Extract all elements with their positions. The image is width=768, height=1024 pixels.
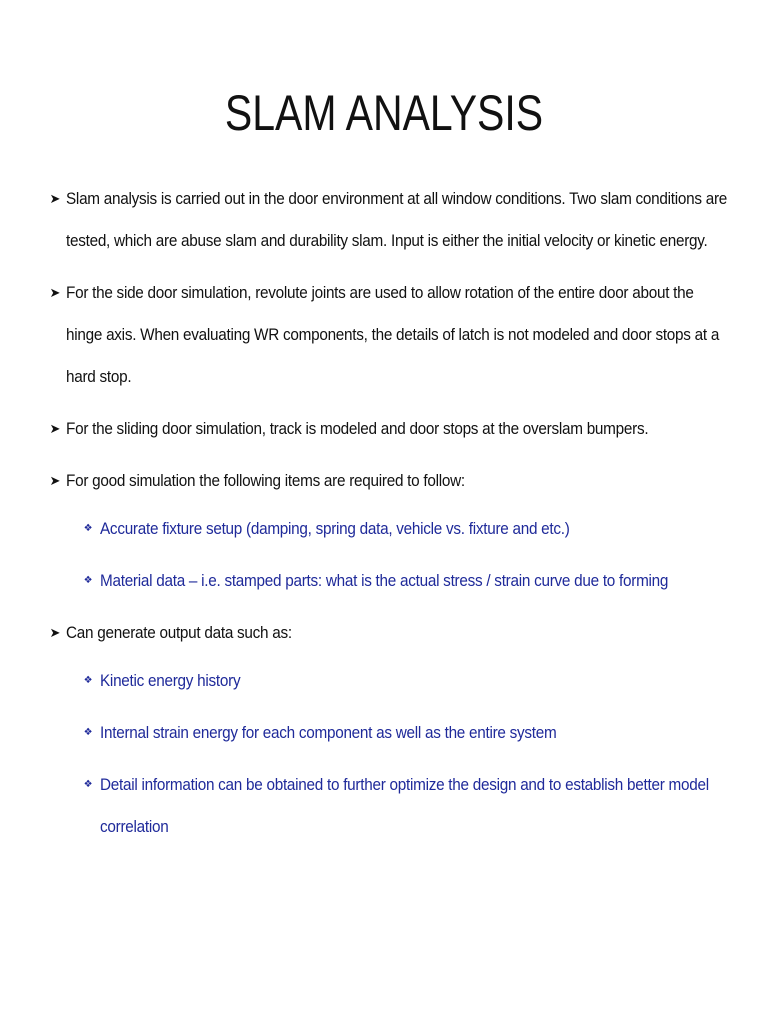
bullet-item [48,178,728,262]
arrowhead-icon: ➤ [49,421,61,436]
sub-bullet-item [48,660,728,702]
diamond-icon: ❖ [83,675,93,686]
arrowhead-icon: ➤ [49,285,61,300]
arrowhead-icon: ➤ [49,625,61,640]
sub-bullet-text: Material data – i.e. stamped parts: what is the actual stress / strain curve due to forming [100,571,669,590]
bullet-text: For the side door simulation, revolute joints are used to allow rotation of the entire door about the hinge axis. When evaluating WR components, the details of latch is not modeled and door stops at a hard stop. [66,283,720,386]
arrowhead-icon: ➤ [49,191,61,206]
arrowhead-icon: ➤ [49,473,61,488]
bullet-text: For the sliding door simulation, track is modeled and door stops at the overslam bumpers. [66,419,649,438]
sub-bullet-item [48,764,728,848]
diamond-icon: ❖ [83,575,93,586]
sub-bullet-item [48,712,728,754]
bullet-text: Slam analysis is carried out in the door environment at all window conditions. Two slam conditions are tested, which are abuse slam and durability slam. Input is either the initial velocity or kinetic energy. [66,189,728,250]
sub-bullet-text: Accurate fixture setup (damping, spring data, vehicle vs. fixture and etc.) [100,519,570,538]
bullet-item [48,408,728,450]
slide-title: SLAM ANALYSIS [224,85,544,141]
diamond-icon: ❖ [83,779,93,790]
sub-bullet-text: Kinetic energy history [100,671,241,690]
bullet-item [48,460,728,502]
bullet-item [48,612,728,654]
sub-bullet-list [48,508,728,602]
sub-bullet-text: Internal strain energy for each component as well as the entire system [100,723,557,742]
diamond-icon: ❖ [83,727,93,738]
diamond-icon: ❖ [83,523,93,534]
bullet-list [48,178,728,858]
sub-bullet-item [48,508,728,550]
sub-bullet-text: Detail information can be obtained to further optimize the design and to establish better model correlation [100,775,709,836]
bullet-item [48,272,728,398]
bullet-text: For good simulation the following items are required to follow: [66,471,465,490]
sub-bullet-item [48,560,728,602]
bullet-text: Can generate output data such as: [66,623,292,642]
sub-bullet-list [48,660,728,848]
